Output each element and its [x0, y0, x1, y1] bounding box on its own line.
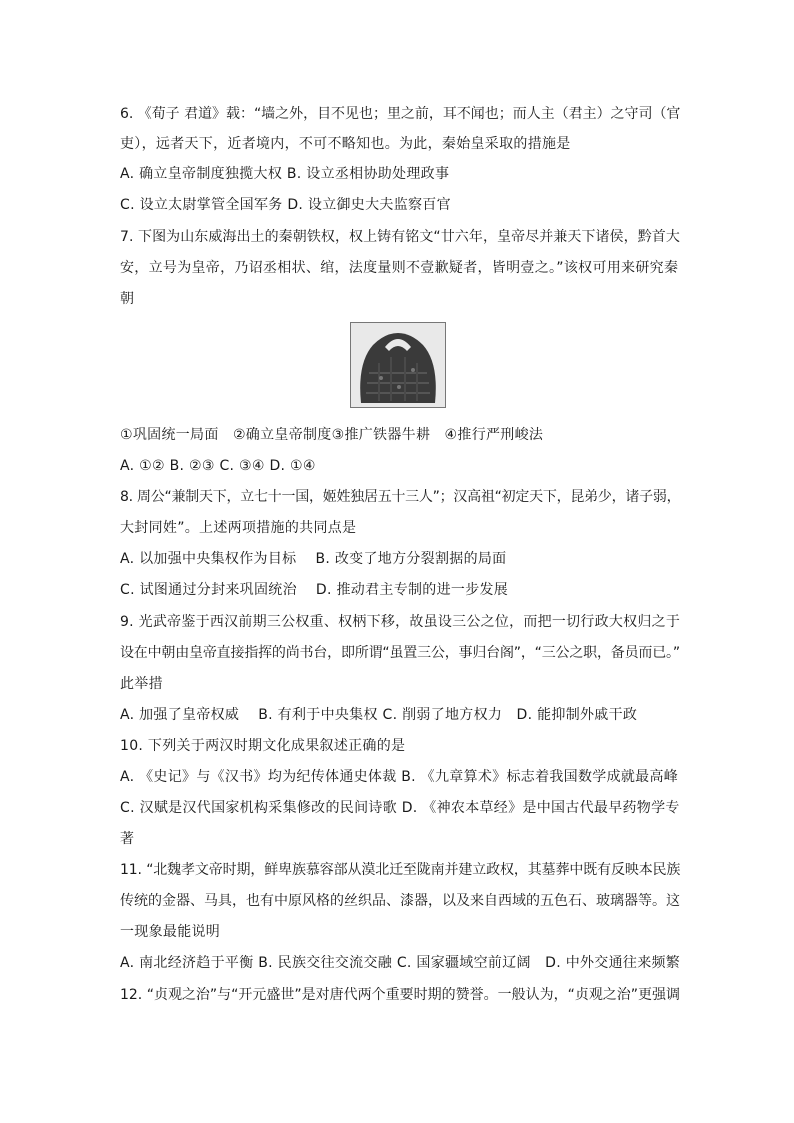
qin-iron-weight-photo	[350, 322, 446, 408]
q12-line-1: 12. “贞观之治”与“开元盛世”是对唐代两个重要时期的赞誉。一般认为，“贞观之治”更强调	[120, 987, 681, 1003]
q10-options-cd: C. 汉赋是汉代国家机构采集修改的民间诗歌 D. 《神农本草经》是中国古代最早药物学专	[120, 800, 680, 816]
q11-options: A. 南北经济趋于平衡 B. 民族交往交流交融 C. 国家疆域空前辽阔 D. 中外交通往来频繁	[120, 955, 681, 971]
q8-line-1: 8. 周公“兼制天下，立七十一国，姬姓独居五十三人”；汉高祖“初定天下，昆弟少，诸子弱，	[120, 489, 681, 505]
q9-options: A. 加强了皇帝权威 B. 有利于中央集权 C. 削弱了地方权力 D. 能抑制外戚干政	[120, 707, 638, 723]
iron-weight-image	[351, 323, 445, 407]
q8-line-2: 大封同姓”。上述两项措施的共同点是	[120, 520, 357, 536]
q9-line-2: 设在中朝由皇帝直接指挥的尚书台，即所谓“虽置三公，事归台阁”，“三公之职，备员而已。”	[120, 645, 680, 661]
q7-line-3: 朝	[120, 291, 135, 307]
q6-line-1: 6. 《荀子 君道》载：“墙之外，目不见也；里之前，耳不闻也；而人主（君主）之守司（官	[120, 106, 681, 122]
q8-options-cd: C. 试图通过分封来巩固统治 D. 推动君主专制的进一步发展	[120, 582, 509, 598]
q6-options-cd: C. 设立太尉掌管全国军务 D. 设立御史大夫监察百官	[120, 197, 451, 213]
q10-options-ab: A. 《史记》与《汉书》均为纪传体通史体裁 B. 《九章算术》标志着我国数学成就最高峰	[120, 769, 679, 785]
q8-options-ab: A. 以加强中央集权作为目标 B. 改变了地方分裂割据的局面	[120, 551, 507, 567]
q9-line-3: 此举措	[120, 676, 163, 692]
q10-options-cd-cont: 著	[120, 831, 135, 847]
q7-statements: ①巩固统一局面 ②确立皇帝制度③推广铁器牛耕 ④推行严刑峻法	[120, 427, 544, 443]
q6-line-2: 吏），远者天下，近者境内，不可不略知也。为此，秦始皇采取的措施是	[120, 136, 571, 152]
q11-line-3: 一现象最能说明	[120, 924, 221, 940]
q7-options: A. ①② B. ②③ C. ③④ D. ①④	[120, 458, 316, 474]
q10-stem: 10. 下列关于两汉时期文化成果叙述正确的是	[120, 738, 406, 754]
q7-line-2: 安，立号为皇帝，乃诏丞相状、绾，法度量则不壹歉疑者，皆明壹之。”该权可用来研究秦	[120, 260, 679, 276]
q11-line-2: 传统的金器、马具，也有中原风格的丝织品、漆器，以及来自西域的五色石、玻璃器等。这	[120, 893, 680, 909]
q9-line-1: 9. 光武帝鉴于西汉前期三公权重、权柄下移，故虽设三公之位，而把一切行政大权归之于	[120, 614, 681, 630]
q6-options-ab: A. 确立皇帝制度独揽大权 B. 设立丞相协助处理政事	[120, 166, 450, 182]
q11-line-1: 11. “北魏孝文帝时期，鲜卑族慕容部从漠北迁至陇南并建立政权，其墓葬中既有反映本民族	[120, 862, 681, 878]
q7-line-1: 7. 下图为山东威海出土的秦朝铁权，权上铸有铭文“廿六年，皇帝尽并兼天下诸侯，黔首大	[120, 229, 680, 245]
